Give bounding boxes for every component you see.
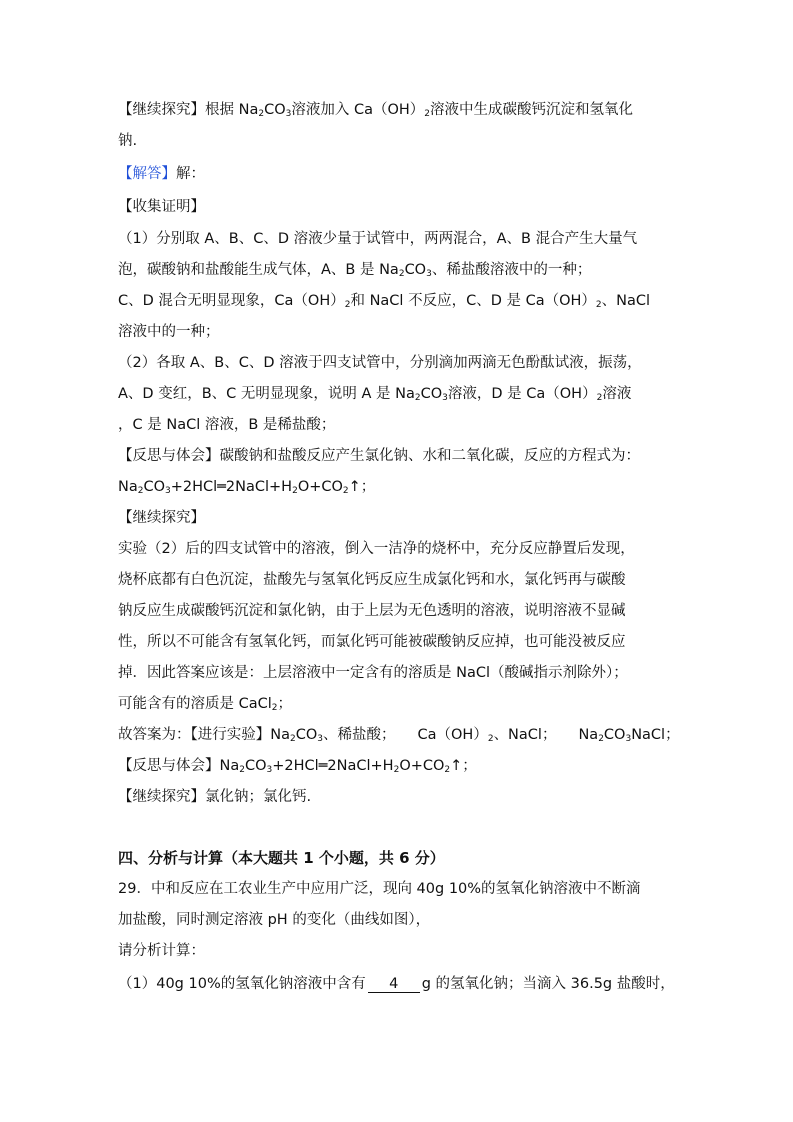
section-heading: 四、分析与计算（本大题共 1 个小题，共 6 分） xyxy=(118,849,445,867)
text-line: 溶液中的一种； xyxy=(118,324,220,340)
text-line: 【继续探究】氯化钠；氯化钙. xyxy=(118,789,312,805)
text-line: C、D 混合无明显现象，$Ca(OH)_2$和 NaCl 不反应，C、D 是 $Ca(OH)_2$、NaCl xyxy=(118,293,651,310)
text-line: 【反思与体会】碳酸钠和盐酸反应产生氯化钠、水和二氧化碳，反应的方程式为： xyxy=(118,448,640,464)
text-line: 可能含有的溶质是 CaCl$_2$； xyxy=(118,696,293,713)
text-line: （2）各取 A、B、C、D 溶液于四支试管中，分别滴加两滴无色酚酞试液，振荡， xyxy=(118,355,642,371)
question-line: 加盐酸，同时测定溶液 pH 的变化（曲线如图）， xyxy=(118,912,431,928)
text-line: 泡，碳酸钠和盐酸能生成气体，A、B 是 $Na_2CO_3$、稀盐酸溶液中的一种； xyxy=(118,262,592,279)
question-line: 请分析计算： xyxy=(118,943,205,959)
text-line: ，C 是 NaCl 溶液，B 是稀盐酸； xyxy=(118,417,336,433)
text-line: 钠. xyxy=(118,133,138,149)
equation-line: $Na_2CO_3+2HCl═2NaCl+H_2O+CO_2↑$； xyxy=(118,479,376,496)
equation-line: 【反思与体会】$Na_2CO_3+2HCl═2NaCl+H_2O+CO_2↑$； xyxy=(118,758,477,775)
answer-summary-line: 故答案为：【进行实验】$Na_2CO_3$、稀盐酸； $Ca(OH)_2$、NaCl； $Na_2CO_3NaCl$； xyxy=(118,727,680,744)
question-line: （1）40g 10%的氢氧化钠溶液中含有 4 g 的氢氧化钠；当滴入 36.5g 盐酸时， xyxy=(118,976,675,992)
text-line: 烧杯底都有白色沉淀，盐酸先与氢氧化钙反应生成氯化钙和水，氯化钙再与碳酸 xyxy=(118,572,626,588)
section-label: 【继续探究】 xyxy=(118,510,205,526)
question-line: 29．中和反应在工农业生产中应用广泛，现向 40g 10%的氢氧化钠溶液中不断滴 xyxy=(118,881,641,897)
answer-label-line: 【解答】解： xyxy=(118,166,205,182)
text-line: A、D 变红，B、C 无明显现象，说明 A 是 $Na_2CO_3$溶液，D 是 $Ca(OH)_2$溶液 xyxy=(118,386,632,403)
answer-label: 【解答】 xyxy=(118,166,176,182)
text-line: 钠反应生成碳酸钙沉淀和氯化钠，由于上层为无色透明的溶液，说明溶液不显碱 xyxy=(118,603,626,619)
text-line: 实验（2）后的四支试管中的溶液，倒入一洁净的烧杯中，充分反应静置后发现， xyxy=(118,541,635,557)
section-label: 【收集证明】 xyxy=(118,199,205,215)
text-line: 性，所以不可能含有氢氧化钙，而氯化钙可能被碳酸钠反应掉，也可能没被反应 xyxy=(118,634,626,650)
text-line: （1）分别取 A、B、C、D 溶液少量于试管中，两两混合，A、B 混合产生大量气 xyxy=(118,231,638,247)
answer-blank: 4 xyxy=(368,976,420,993)
text-line: 【继续探究】根据 $Na_2CO_3$溶液加入 $Ca(OH)_2$溶液中生成碳酸钙沉淀和氢氧化 xyxy=(118,102,634,119)
text-line: 掉．因此答案应该是：上层溶液中一定含有的溶质是 NaCl（酸碱指示剂除外）； xyxy=(118,665,628,681)
